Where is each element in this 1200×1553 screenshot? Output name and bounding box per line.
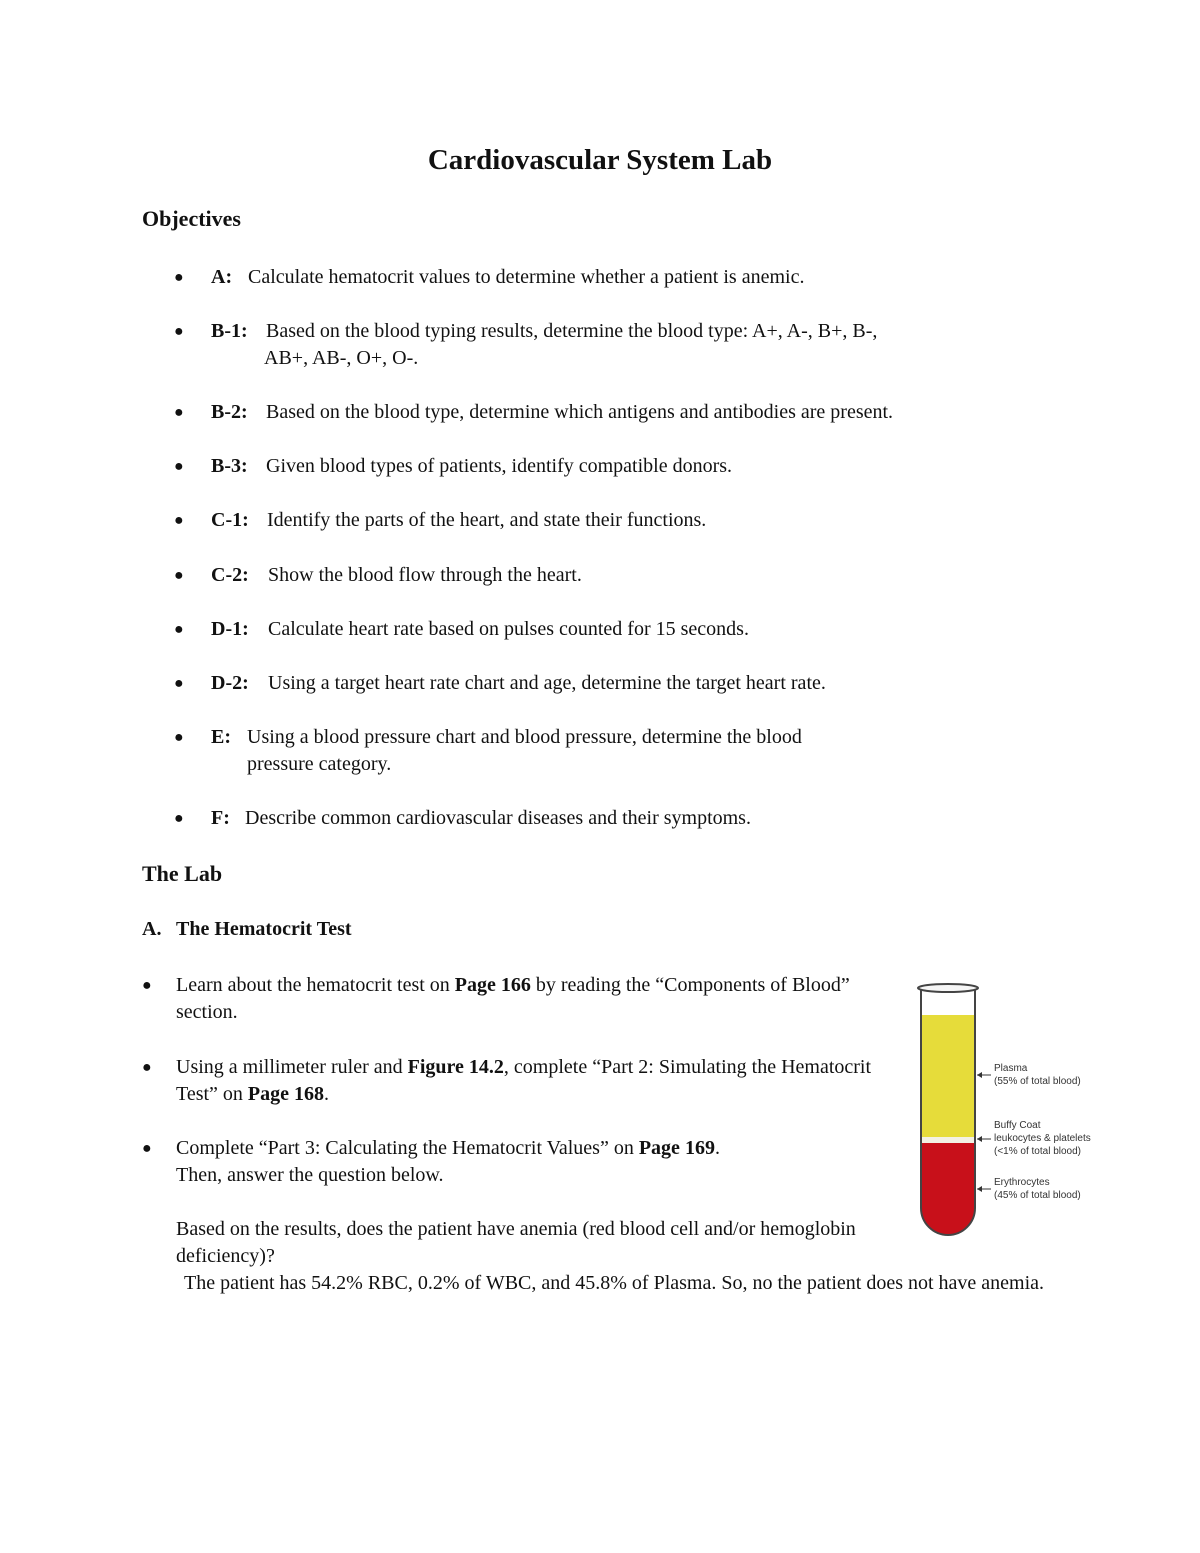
bullet-icon: ● (174, 567, 184, 584)
text-run: Using a millimeter ruler and (176, 1056, 408, 1078)
bullet-icon: ● (174, 458, 184, 475)
objective-text: Calculate heart rate based on pulses counted for 15 seconds. (268, 618, 749, 640)
bullet-icon: ● (174, 512, 184, 529)
bold-run: Page 166 (454, 974, 531, 996)
objective-text: Using a blood pressure chart and blood pressure, determine the blood (247, 726, 802, 748)
objective-label: B-3: (211, 455, 248, 477)
text-run: . (324, 1083, 330, 1105)
erythro-arrowhead (977, 1186, 982, 1192)
lab-item-text (176, 1135, 882, 1162)
plasma-note: (55% of total blood) (994, 1076, 1081, 1087)
lab-item (142, 1054, 882, 1108)
tube-contents (921, 1015, 975, 1240)
bullet-icon: ● (174, 621, 184, 638)
objective-text: Identify the parts of the heart, and state their functions. (267, 509, 707, 531)
objective-label: F: (211, 807, 230, 829)
section-a-heading (142, 918, 352, 941)
bullet-icon: ● (174, 729, 184, 746)
lab-item-text (176, 1054, 882, 1108)
bold-run: Page 168 (247, 1083, 325, 1105)
erythro-label: Erythrocytes (994, 1177, 1050, 1188)
bullet-icon: ● (142, 977, 152, 994)
objective-label: C-2: (211, 564, 249, 586)
text-run: by reading the “Components of Blood” section. (176, 974, 850, 1023)
page-title: Cardiovascular System Lab (427, 144, 773, 176)
objective-label: D-1: (211, 618, 249, 640)
erythro-note: (45% of total blood) (994, 1190, 1081, 1201)
bullet-icon: ● (142, 1059, 152, 1076)
objective-item (174, 724, 1044, 778)
objective-label: A: (211, 266, 233, 288)
section-letter: A. (142, 918, 162, 940)
plasma-arrowhead (977, 1072, 982, 1078)
objective-label: B-2: (211, 401, 248, 423)
plasma-layer (921, 1015, 975, 1137)
objective-item (174, 562, 1044, 589)
objective-item (174, 805, 1044, 832)
objective-text-continued: pressure category. (247, 753, 392, 775)
text-run: . (714, 1137, 720, 1159)
objective-item (174, 616, 1044, 643)
objective-label: C-1: (211, 509, 249, 531)
objective-text: Using a target heart rate chart and age, determine the target heart rate. (268, 672, 826, 694)
text-run: Complete “Part 3: Calculating the Hematocrit Values” on (176, 1137, 639, 1159)
objective-label: B-1: (211, 320, 248, 342)
lab-item (142, 1135, 882, 1189)
bullet-icon: ● (174, 269, 184, 286)
objective-item (174, 507, 1044, 534)
bold-run: Page 169 (638, 1137, 715, 1159)
bullet-icon: ● (174, 323, 184, 340)
objectives-heading: Objectives (142, 206, 241, 231)
objective-item (174, 399, 1044, 426)
plasma-label: Plasma (994, 1063, 1028, 1074)
buffy-coat-layer (921, 1137, 975, 1143)
objective-text: Based on the blood type, determine which antigens and antibodies are present. (266, 401, 894, 423)
section-title: The Hematocrit Test (176, 918, 352, 940)
text-run: , complete “Part 2: Simulating the Hematocrit Test” on (176, 1056, 872, 1105)
buffy-note-percent: (<1% of total blood) (994, 1146, 1081, 1157)
answer-text: The patient has 54.2% RBC, 0.2% of WBC, and 45.8% of Plasma. So, no the patient does not have anemia. (184, 1272, 1045, 1294)
objective-text: Calculate hematocrit values to determine whether a patient is anemic. (248, 266, 805, 288)
lab-item (142, 972, 882, 1026)
bullet-icon: ● (142, 1140, 152, 1157)
lab-heading: The Lab (142, 861, 223, 886)
hematocrit-tube-figure (900, 975, 1120, 1240)
text-run: Learn about the hematocrit test on (176, 974, 455, 996)
bold-run: Figure 14.2 (407, 1056, 504, 1078)
lab-item-text (176, 972, 882, 1026)
erythrocyte-layer (921, 1143, 975, 1240)
objective-item (174, 670, 1044, 697)
objective-text: Describe common cardiovascular diseases and their symptoms. (245, 807, 751, 829)
objective-label: E: (211, 726, 231, 748)
tube-rim (918, 984, 978, 992)
objective-text: Show the blood flow through the heart. (268, 564, 582, 586)
buffy-label: Buffy Coat (994, 1120, 1041, 1131)
buffy-arrowhead (977, 1136, 982, 1142)
objective-label: D-2: (211, 672, 249, 694)
objective-item (174, 264, 1044, 291)
objective-item (174, 318, 1044, 372)
bullet-icon: ● (174, 675, 184, 692)
objective-item (174, 453, 1044, 480)
bullet-icon: ● (174, 404, 184, 421)
objective-text: Given blood types of patients, identify compatible donors. (266, 455, 733, 477)
buffy-note: leukocytes & platelets (994, 1133, 1091, 1144)
objective-text: Based on the blood typing results, determine the blood type: A+, A-, B+, B-, (266, 320, 878, 342)
bullet-icon: ● (174, 810, 184, 827)
objective-text-continued: AB+, AB-, O+, O-. (264, 347, 419, 369)
question-text: Based on the results, does the patient have anemia (red blood cell and/or hemoglobin deficiency)? (176, 1218, 856, 1267)
lab-item-text-continued: Then, answer the question below. (176, 1164, 444, 1186)
